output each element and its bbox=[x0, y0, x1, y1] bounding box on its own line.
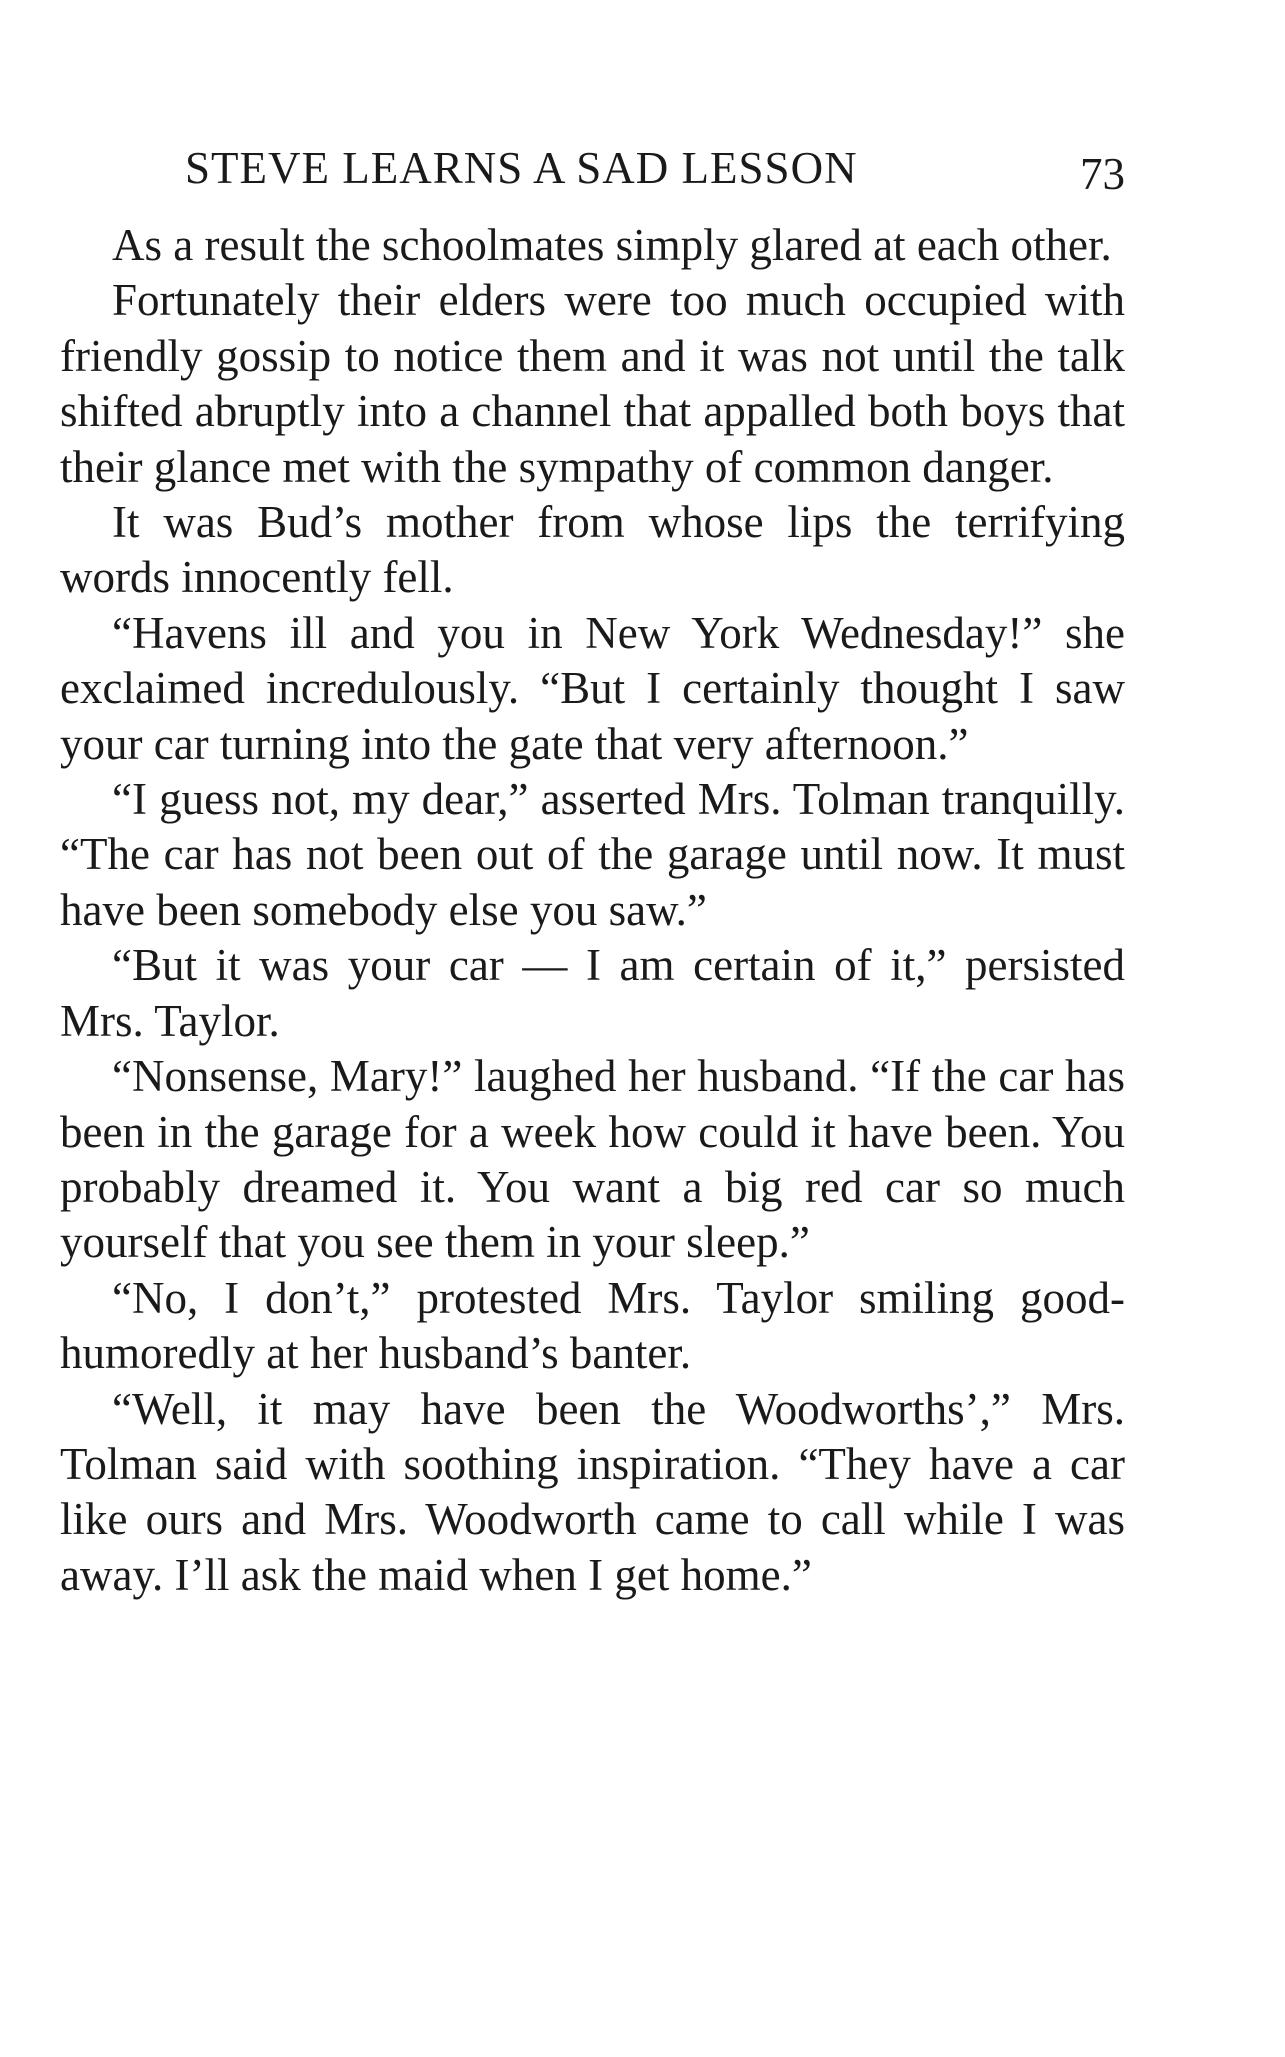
paragraph: It was Bud’s mother from whose lips the terrifying words innocently fell. bbox=[60, 497, 1125, 603]
paragraph: As a result the schoolmates simply glared at each other. bbox=[112, 220, 1112, 270]
page-number: 73 bbox=[1080, 149, 1125, 199]
page-header bbox=[60, 138, 1125, 198]
paragraph: Fortunately their elders were too much occupied with friendly gossip to notice them and it was not until the talk shifted abruptly into a channel that appalled both boys that their glance met with the sympathy of common danger. bbox=[60, 275, 1125, 492]
paragraph: “No, I don’t,” protested Mrs. Taylor smiling good-humoredly at her husband’s banter. bbox=[60, 1272, 1125, 1379]
paragraph: “Well, it may have been the Woodworths’,” Mrs. Tolman said with soothing inspiration. “They have a car like ours and Mrs. Woodworth came to call while I was away. I’ll ask the maid when I get home.” bbox=[60, 1383, 1125, 1600]
body-text bbox=[60, 218, 1125, 1603]
paragraph: “I guess not, my dear,” asserted Mrs. Tolman tranquilly. “The car has not been out of the garage until now. It must have been somebody else you saw.” bbox=[60, 774, 1125, 935]
paragraph: “But it was your car — I am certain of it,” persisted Mrs. Taylor. bbox=[60, 940, 1125, 1046]
paragraph: “Nonsense, Mary!” laughed her husband. “If the car has been in the garage for a week how could it have been. You probably dreamed it. You want a big red car so much yourself that you see them in your sleep.” bbox=[60, 1051, 1125, 1268]
running-title: STEVE LEARNS A SAD LESSON bbox=[185, 143, 858, 193]
paragraph: “Havens ill and you in New York Wednesday!” she exclaimed incredulously. “But I certainly thought I saw your car turning into the gate that very afternoon.” bbox=[60, 607, 1125, 769]
